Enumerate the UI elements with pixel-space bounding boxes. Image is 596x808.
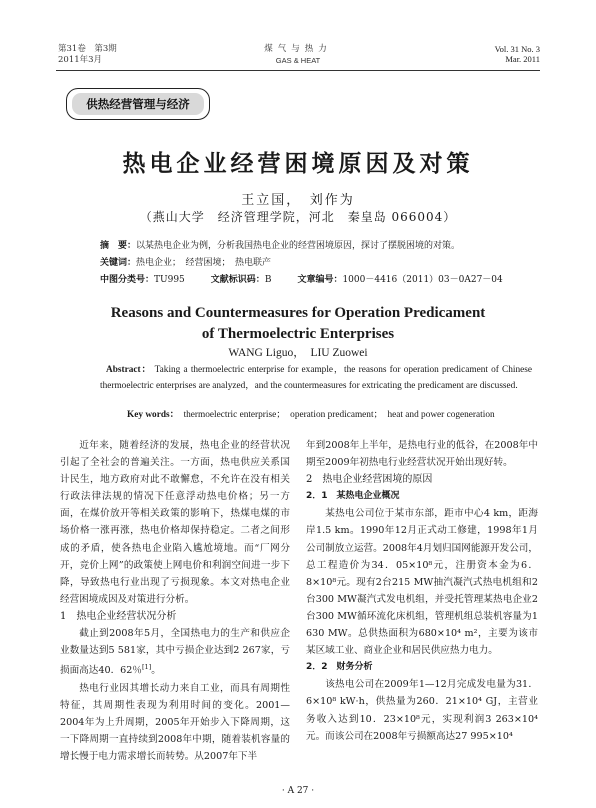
title-en-line2: of Thermoelectric Enterprises	[201, 326, 395, 342]
abstract-cn-text: 以某热电企业为例，分析我国热电企业的经营困境原因，探讨了摆脱困境的对策。	[136, 241, 461, 251]
keywords-cn-label: 关键词：	[100, 258, 137, 268]
subsection-heading-2-1: 2．1 某热电企业概况	[306, 491, 400, 502]
volume-issue-en: Vol. 31 No. 3	[494, 44, 540, 54]
keywords-en-label: Key words：	[127, 410, 175, 420]
body-left-column	[60, 437, 290, 765]
abstract-en-label: Abstract：	[106, 365, 152, 375]
paragraph-end: 。	[151, 665, 161, 677]
clc-label: 中图分类号：	[100, 275, 155, 285]
date-cn: 2011年3月	[58, 55, 103, 65]
subsection-heading-2-2: 2．2 财务分析	[306, 662, 373, 673]
section-label: 供热经营管理与经济	[86, 97, 190, 111]
keywords-cn	[100, 255, 530, 271]
date-en: Mar. 2011	[505, 54, 540, 64]
body-right-column	[306, 437, 538, 745]
abstract-cn-label: 摘 要：	[100, 241, 137, 251]
journal-name-cn: 煤气与热力	[264, 44, 332, 54]
body-paragraph: 热电行业因其增长动力来自工业，而具有周期性特征，其周期性表现为利用时间的变化。2001—2004年为上升周期，2005年开始步入下降周期，这一下降周期一直持续到2008年中期，随着装机容量的增长慢于电力需求增长而转势。从2007年下半	[60, 682, 290, 762]
keywords-en	[127, 406, 495, 420]
body-paragraph: 某热电公司位于某市东部，距市中心4 km，距海岸1.5 km。1990年12月正式动工修建，1998年1月公司制放立运营。2008年4月划归国网能源开发公司，总工程造价为34．05×10⁸元，注册资本金为6．8×10⁸元。现有2台215 MW抽汽凝汽式热电机组和2台300 MW凝汽式发电机组，并受托管理某热电企业2台300 MW循环流化床机组，管理机组总装机容量为1 630 MW。总供热面积为680×10⁴ m²，主要为该市某区域工业、商业企业和居民供应热力电力。	[306, 508, 538, 657]
keywords-cn-text: 热电企业； 经营困境； 热电联产	[136, 258, 272, 268]
authors-en: WANG Liguo， LIU Zuowei	[228, 347, 368, 359]
section-heading-2: 2 热电企业经营困境的原因	[306, 474, 433, 486]
classification-line	[100, 272, 540, 288]
section-heading-1: 1 热电企业经营状况分析	[60, 610, 177, 622]
article-number-value: 1000－4416（2011）03－0A27－04	[342, 275, 503, 285]
journal-name-en: GAS & HEAT	[275, 56, 321, 65]
citation-ref: [1]	[141, 663, 152, 672]
abstract-en-text: Taking a thermoelectric enterprise for example，the reasons for operation predicament of Chinese thermoelectric enterprises are analyzed，and the countermeasures for extricating the predicament are discussed.	[100, 365, 532, 391]
header-rule	[56, 70, 540, 71]
body-paragraph-continued: 年到2008年上半年，是热电行业的低谷，在2008年中期至2009年初热电行业经营状况开始出现好转。	[306, 440, 538, 469]
doc-code-value: B	[264, 275, 272, 285]
doc-code-label: 文献标识码：	[210, 275, 265, 285]
running-header-right	[495, 44, 540, 64]
article-number-label: 文章编号：	[297, 275, 343, 285]
abstract-cn	[100, 238, 530, 254]
article-title-en	[0, 303, 596, 345]
body-paragraph: 近年来，随着经济的发展，热电企业的经营状况引起了全社会的普遍关注。一方面，热电供应关系国计民生，地方政府对此不敢懈怠，不允许在没有相关行政法律法规的情况下任意浮动热电价格；另一方面，在煤价放开等相关政策的影响下，热煤电煤的市场价格一涨再涨，热电价格却保持稳定。二者之间形成的矛盾，使各热电企业陷入尴尬境地。而“厂网分开，竞价上网”的政策使上网电价和利润空间进一步下降，导致热电行业出现了亏损现象。本文对热电企业经营困境成因及对策进行分析。	[60, 440, 290, 605]
volume-issue-cn: 第31卷 第3期	[58, 44, 117, 54]
abstract-en	[100, 362, 532, 394]
title-en-line1: Reasons and Countermeasures for Operation Predicament	[110, 305, 486, 321]
body-paragraph: 该热电公司在2009年1—12月完成发电量为31．6×10⁸ kW·h，供热量为260．21×10⁴ GJ，主营业务收入达到10．23×10⁸元，实现利润3 263×10⁴元。而该公司在2008年亏损额高达27 995×10⁴	[306, 679, 538, 742]
clc-value: TU995	[154, 275, 185, 285]
body-paragraph	[60, 625, 290, 679]
page-number: · A 27 ·	[281, 786, 315, 796]
authors-cn: 王立国， 刘作为	[241, 193, 355, 208]
keywords-en-text: thermoelectric enterprise； operation predicament； heat and power cogeneration	[174, 410, 495, 420]
affiliation-cn: （燕山大学 经济管理学院，河北 秦皇岛 066004）	[139, 210, 457, 224]
article-title-cn: 热电企业经营困境原因及对策	[122, 150, 474, 177]
paragraph-text: 截止到2008年5月，全国热电力的生产和供应企业数量达到5 581家，其中亏损企业达到2 267家，亏损面高达40．62％	[60, 628, 290, 677]
